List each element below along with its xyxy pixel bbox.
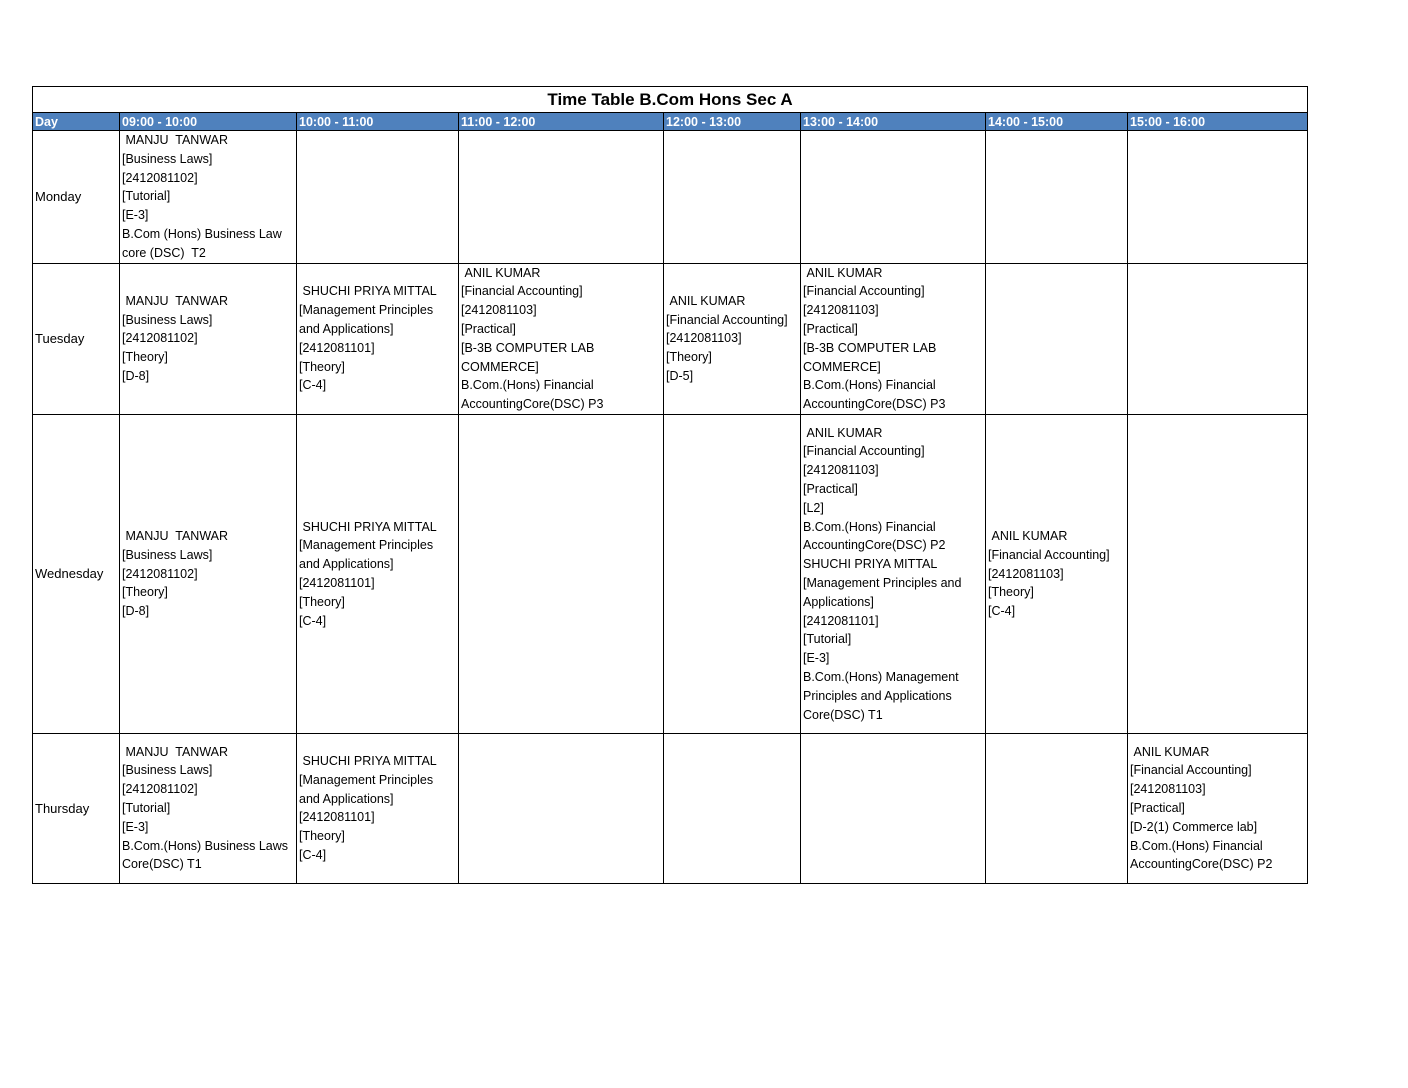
slot-line: [C-4] xyxy=(988,604,1016,619)
slot-line: B.Com.(Hons) Financial xyxy=(803,378,936,393)
slot-cell xyxy=(120,414,297,733)
slot-line: MANJU TANWAR xyxy=(122,744,229,759)
slot-line: [Theory] xyxy=(122,350,168,365)
table-row xyxy=(33,263,1308,414)
timetable xyxy=(32,86,1308,884)
slot-line: COMMERCE] xyxy=(803,359,881,374)
day-cell: Tuesday xyxy=(33,263,120,414)
slot-cell xyxy=(297,263,459,414)
slot-line: AccountingCore(DSC) P2 xyxy=(1130,857,1273,872)
slot-line: [Business Laws] xyxy=(122,763,213,778)
slot-line: ANIL KUMAR xyxy=(1130,744,1210,759)
slot-line: [Financial Accounting] xyxy=(988,547,1110,562)
slot-line: core (DSC) T2 xyxy=(122,245,206,260)
slot-cell xyxy=(986,263,1128,414)
slot-line: [2412081102] xyxy=(122,331,198,346)
slot-cell xyxy=(801,263,986,414)
slot-line: [2412081103] xyxy=(803,303,879,318)
slot-line: [Financial Accounting] xyxy=(666,312,788,327)
slot-line: [2412081102] xyxy=(122,170,198,185)
slot-line: [2412081103] xyxy=(1130,782,1206,797)
slot-line: B.Com.(Hons) Business Laws xyxy=(122,838,289,853)
slot-cell xyxy=(664,733,801,883)
slot-line: MANJU TANWAR xyxy=(122,293,229,308)
slot-line: [2412081101] xyxy=(803,613,879,628)
slot-line: [Practical] xyxy=(1130,801,1185,816)
slot-line: and Applications] xyxy=(299,321,394,336)
slot-line: [B-3B COMPUTER LAB xyxy=(803,340,937,355)
slot-line: [E-3] xyxy=(803,651,830,666)
slot-cell xyxy=(459,131,664,264)
slot-line: Principles and Applications xyxy=(803,688,952,703)
slot-line: [2412081101] xyxy=(299,575,375,590)
day-cell: Wednesday xyxy=(33,414,120,733)
slot-line: [2412081102] xyxy=(122,566,198,581)
slot-line: [Management Principles xyxy=(299,772,434,787)
slot-line: [Theory] xyxy=(299,594,345,609)
slot-line: ANIL KUMAR xyxy=(988,528,1068,543)
slot-line: [B-3B COMPUTER LAB xyxy=(461,340,595,355)
slot-line: [Business Laws] xyxy=(122,312,213,327)
slot-line: [D-2(1) Commerce lab] xyxy=(1130,819,1258,834)
slot-line: [2412081102] xyxy=(122,782,198,797)
slot-line: SHUCHI PRIYA MITTAL xyxy=(299,754,437,769)
slot-line: [D-8] xyxy=(122,604,150,619)
slot-cell xyxy=(297,414,459,733)
slot-cell xyxy=(297,733,459,883)
slot-line: MANJU TANWAR xyxy=(122,133,229,147)
slot-line: SHUCHI PRIYA MITTAL xyxy=(299,284,437,299)
slot-line: AccountingCore(DSC) P3 xyxy=(461,397,604,412)
slot-line: [C-4] xyxy=(299,378,327,393)
slot-line: [Management Principles xyxy=(299,538,434,553)
slot-line: [2412081101] xyxy=(299,340,375,355)
slot-cell xyxy=(801,131,986,264)
slot-cell xyxy=(1128,414,1308,733)
table-row xyxy=(33,733,1308,883)
slot-line: B.Com.(Hons) Financial xyxy=(803,519,936,534)
slot-line: [2412081101] xyxy=(299,810,375,825)
slot-cell xyxy=(459,733,664,883)
slot-line: [2412081103] xyxy=(988,566,1064,581)
slot-line: [Management Principles and xyxy=(803,575,962,590)
header-slot-4: 12:00 - 13:00 xyxy=(664,113,801,131)
slot-cell xyxy=(801,414,986,733)
slot-line: AccountingCore(DSC) P2 xyxy=(803,538,946,553)
slot-line: [D-8] xyxy=(122,368,150,383)
slot-line: [Business Laws] xyxy=(122,151,213,166)
slot-line: [Theory] xyxy=(988,585,1034,600)
slot-line: Core(DSC) T1 xyxy=(122,857,202,872)
header-row xyxy=(33,113,1308,131)
slot-cell xyxy=(664,263,801,414)
header-slot-5: 13:00 - 14:00 xyxy=(801,113,986,131)
slot-line: [Theory] xyxy=(299,829,345,844)
slot-line: [Financial Accounting] xyxy=(803,444,925,459)
slot-line: [Practical] xyxy=(461,321,516,336)
table-row xyxy=(33,131,1308,264)
slot-line: [Practical] xyxy=(803,481,858,496)
slot-line: AccountingCore(DSC) P3 xyxy=(803,397,946,412)
slot-line: [E-3] xyxy=(122,819,149,834)
slot-line: [2412081103] xyxy=(666,331,742,346)
slot-cell xyxy=(986,733,1128,883)
slot-line: [Theory] xyxy=(666,350,712,365)
slot-cell xyxy=(1128,733,1308,883)
slot-line: B.Com.(Hons) Financial xyxy=(461,378,594,393)
slot-cell xyxy=(120,131,297,264)
header-slot-1: 09:00 - 10:00 xyxy=(120,113,297,131)
slot-line: ANIL KUMAR xyxy=(803,425,883,440)
slot-line: Applications] xyxy=(803,594,874,609)
slot-line: [Management Principles xyxy=(299,303,434,318)
slot-line: [E-3] xyxy=(122,208,149,223)
slot-cell xyxy=(120,733,297,883)
page-title: Time Table B.Com Hons Sec A xyxy=(33,87,1308,113)
slot-line: [L2] xyxy=(803,500,824,515)
slot-line: and Applications] xyxy=(299,791,394,806)
slot-cell xyxy=(1128,263,1308,414)
slot-cell xyxy=(1128,131,1308,264)
slot-cell xyxy=(986,131,1128,264)
slot-cell xyxy=(120,263,297,414)
slot-line: and Applications] xyxy=(299,557,394,572)
slot-cell xyxy=(459,414,664,733)
slot-line: [Financial Accounting] xyxy=(461,284,583,299)
slot-line: [Tutorial] xyxy=(803,632,852,647)
slot-line: [Tutorial] xyxy=(122,189,171,204)
slot-line: ANIL KUMAR xyxy=(803,265,883,280)
slot-cell xyxy=(664,131,801,264)
title-row xyxy=(33,87,1308,113)
slot-line: [Theory] xyxy=(299,359,345,374)
day-cell: Monday xyxy=(33,131,120,264)
slot-cell xyxy=(801,733,986,883)
slot-line: [D-5] xyxy=(666,368,694,383)
slot-line: [Business Laws] xyxy=(122,547,213,562)
slot-line: [Practical] xyxy=(803,321,858,336)
slot-line: B.Com.(Hons) Financial xyxy=(1130,838,1263,853)
slot-line: B.Com.(Hons) Management xyxy=(803,669,959,684)
slot-cell xyxy=(664,414,801,733)
slot-line: [2412081103] xyxy=(461,303,537,318)
header-slot-2: 10:00 - 11:00 xyxy=(297,113,459,131)
slot-line: [Theory] xyxy=(122,585,168,600)
header-slot-7: 15:00 - 16:00 xyxy=(1128,113,1308,131)
slot-line: SHUCHI PRIYA MITTAL xyxy=(803,557,938,572)
slot-line: [Financial Accounting] xyxy=(1130,763,1252,778)
slot-line: ANIL KUMAR xyxy=(461,265,541,280)
day-cell: Thursday xyxy=(33,733,120,883)
header-slot-6: 14:00 - 15:00 xyxy=(986,113,1128,131)
slot-cell xyxy=(459,263,664,414)
slot-line: [C-4] xyxy=(299,613,327,628)
slot-line: B.Com (Hons) Business Law xyxy=(122,226,282,241)
slot-line: [Tutorial] xyxy=(122,801,171,816)
header-slot-3: 11:00 - 12:00 xyxy=(459,113,664,131)
slot-line: SHUCHI PRIYA MITTAL xyxy=(299,519,437,534)
header-day: Day xyxy=(33,113,120,131)
slot-cell xyxy=(297,131,459,264)
slot-line: [Financial Accounting] xyxy=(803,284,925,299)
slot-line: [C-4] xyxy=(299,848,327,863)
table-row xyxy=(33,414,1308,733)
slot-line: [2412081103] xyxy=(803,463,879,478)
slot-line: COMMERCE] xyxy=(461,359,539,374)
slot-cell xyxy=(986,414,1128,733)
slot-line: MANJU TANWAR xyxy=(122,528,229,543)
slot-line: Core(DSC) T1 xyxy=(803,707,883,722)
slot-line: ANIL KUMAR xyxy=(666,293,746,308)
